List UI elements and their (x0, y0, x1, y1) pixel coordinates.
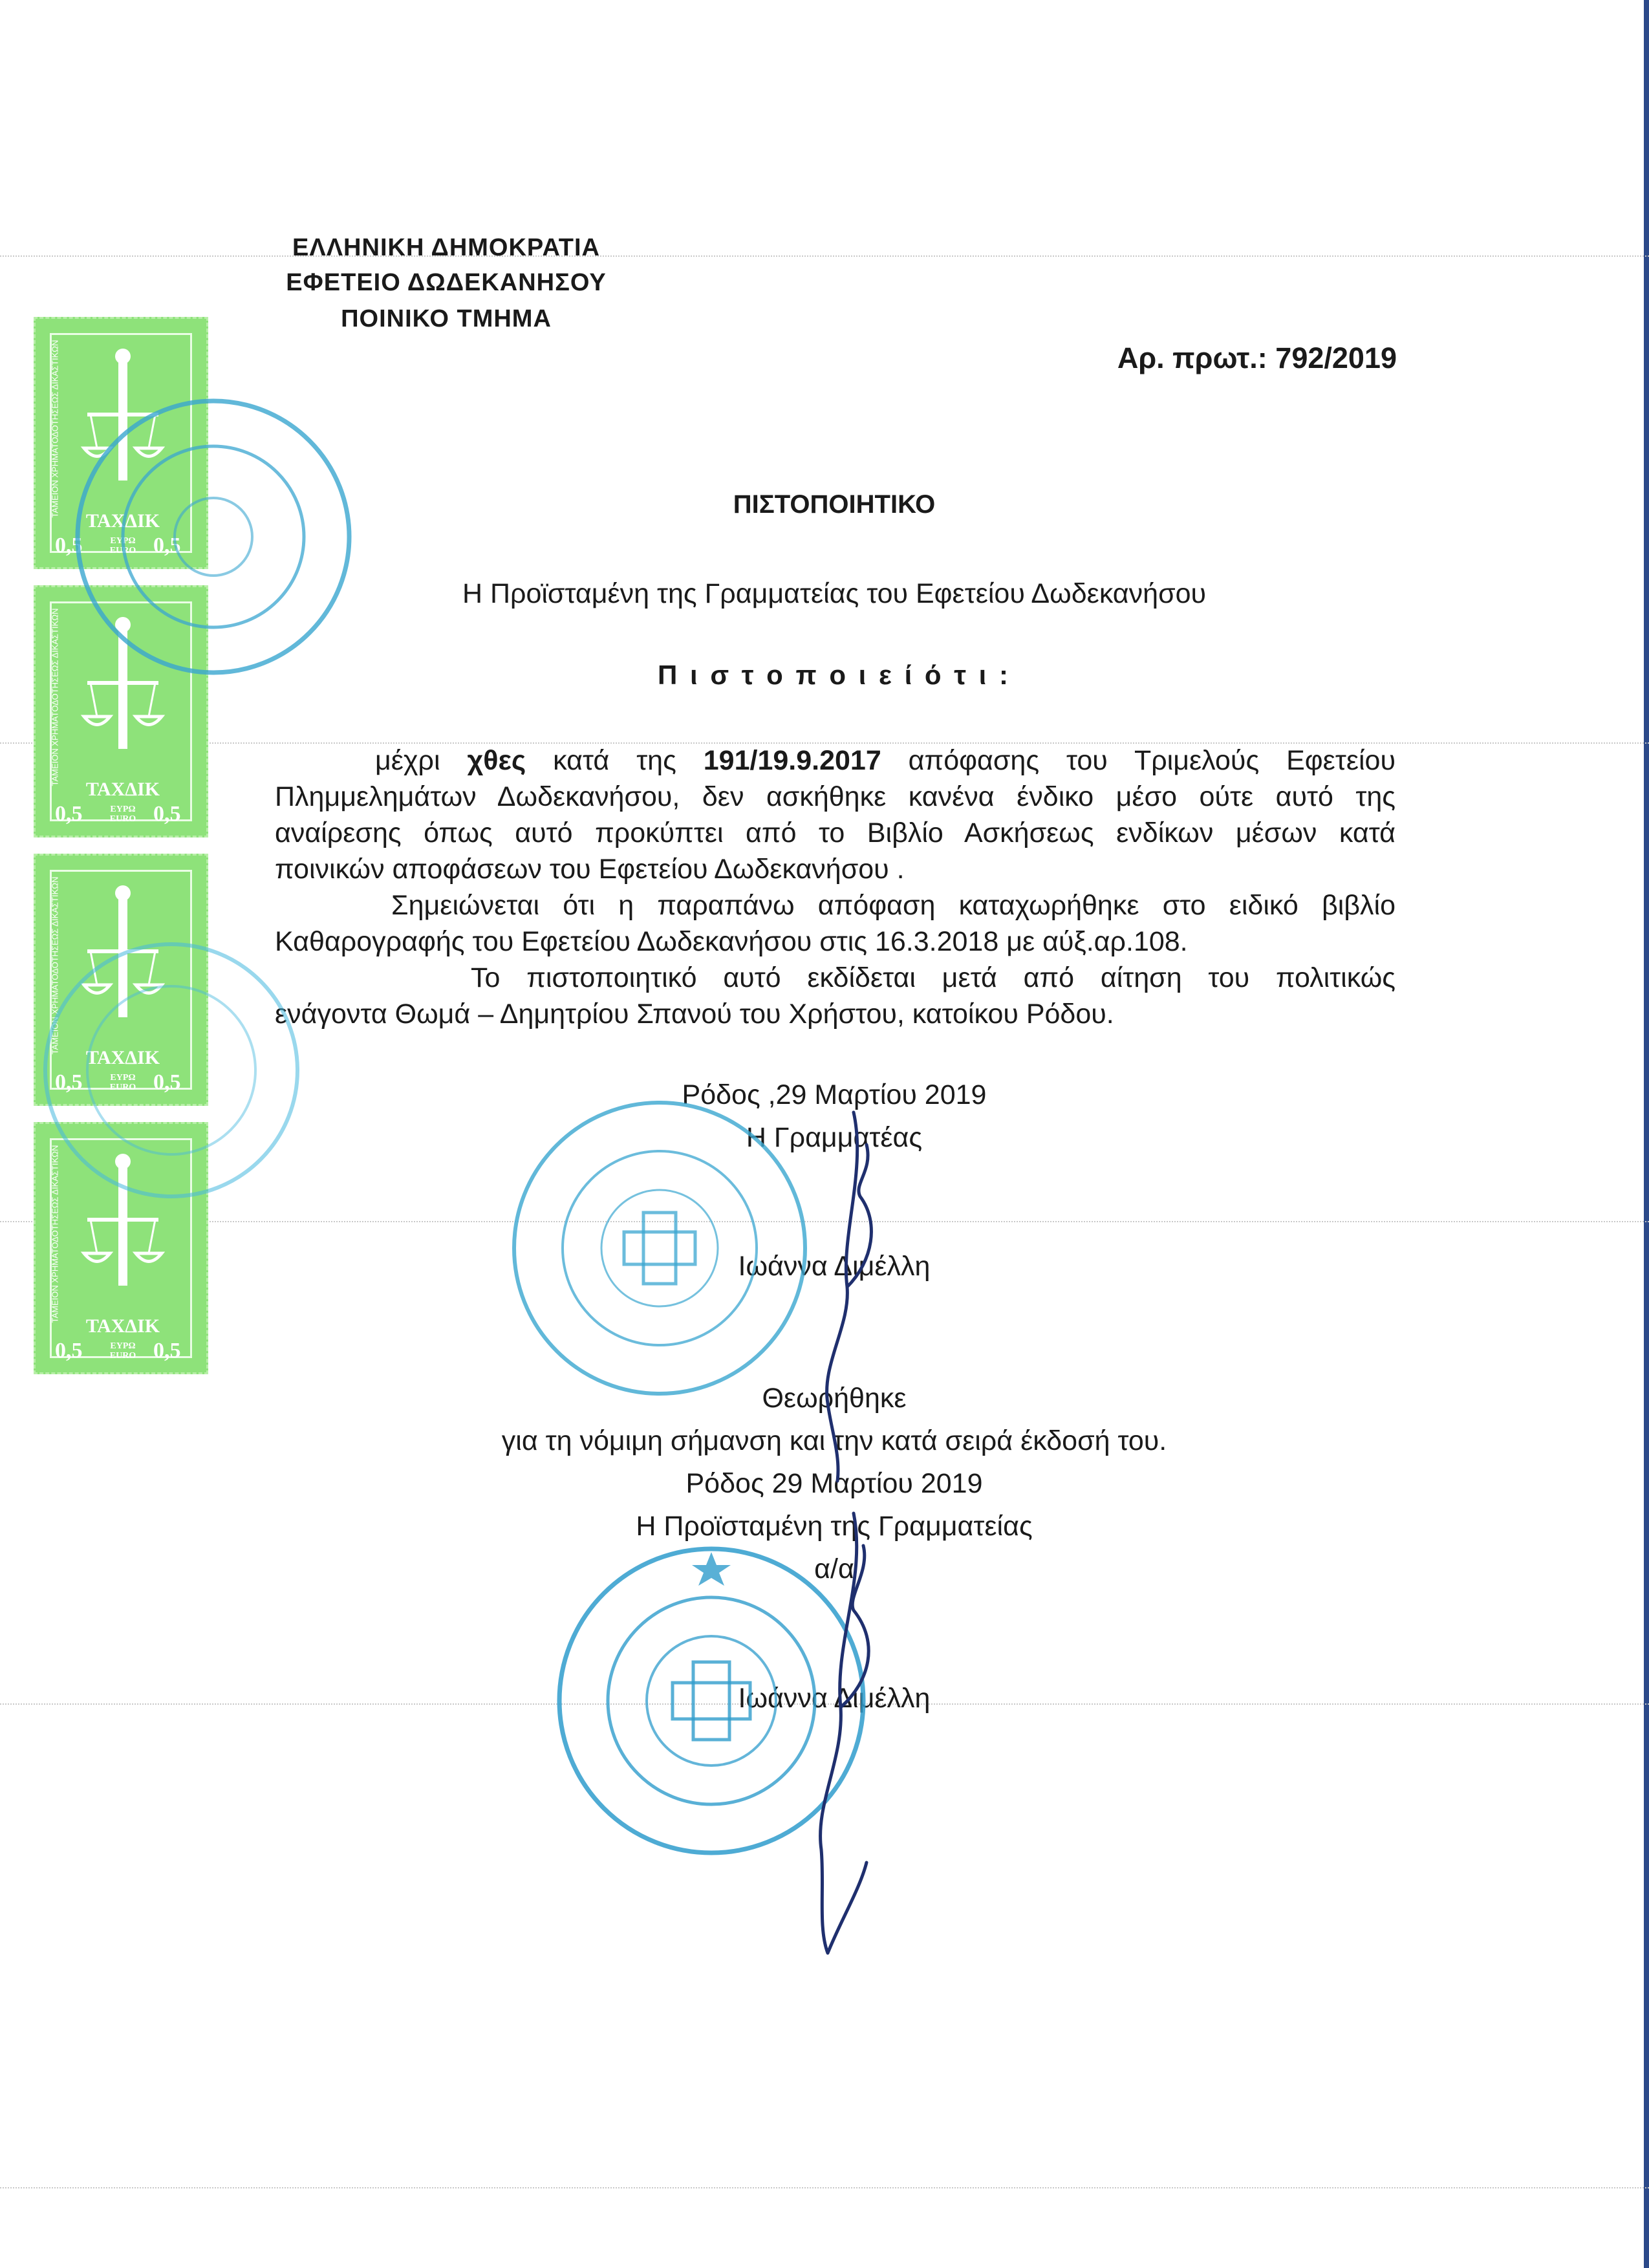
para1-line4: ποινικών αποφάσεων του Εφετείου Δωδεκανήσου . (275, 854, 905, 885)
endorsement-line1: Θεωρήθηκε (762, 1383, 907, 1414)
stamp-currency: ΕΥΡΩ EURO (109, 1341, 136, 1361)
scan-line (0, 2187, 1649, 2188)
stamp-value-left: 0,5 (55, 1339, 83, 1363)
issuer-line: Η Προϊσταμένη της Γραμματείας του Εφετείου Δωδεκανήσου (462, 578, 1207, 609)
header-court: ΕΦΕΤΕΙΟ ΔΩΔΕΚΑΝΗΣΟΥ (286, 269, 607, 296)
court-seal-middle (32, 931, 310, 1209)
endorsement-line3: Ρόδος 29 Μαρτίου 2019 (685, 1468, 983, 1499)
stamp-currency: ΕΥΡΩ EURO (109, 536, 136, 556)
stamp-value-left: 0,5 (55, 1070, 83, 1094)
para3-line1: Το πιστοποιητικό αυτό εκδίδεται μετά από αίτηση του πολιτικώς (471, 962, 1396, 993)
para1-line1 (375, 742, 1396, 779)
emphasis-yesterday: χθες (467, 745, 526, 776)
para2-line1: Σημειώνεται ότι η παραπάνω απόφαση καταχωρήθηκε στο ειδικό βιβλίο (391, 890, 1396, 921)
stamp-value-left: 0,5 (55, 802, 83, 826)
para1-line3: αναίρεσης όπως αυτό προκύπτει από το Βιβλίο Ασκήσεως ενδίκων μέσων κατά (275, 817, 1396, 848)
document-title: ΠΙΣΤΟΠΟΙΗΤΙΚΟ (733, 490, 936, 519)
court-seal-top (65, 388, 362, 686)
stamp-side-text: ΤΑΜΕΙΟΝ ΧΡΗΜΑΤΟΔΟΤΗΣΕΩΣ ΔΙΚΑΣΤΙΚΩΝ (50, 340, 60, 518)
signature-place-date: Ρόδος ,29 Μαρτίου 2019 (682, 1079, 987, 1110)
text-span: κατά της (526, 745, 704, 776)
court-seal-signature1 (504, 1093, 815, 1403)
stamp-brand: ΤΑΧΔΙΚ (85, 510, 160, 532)
stamp-side-text: ΤΑΜΕΙΟΝ ΧΡΗΜΑΤΟΔΟΤΗΣΕΩΣ ΔΙΚΑΣΤΙΚΩΝ (50, 876, 60, 1055)
signature-role: Η Γραμματέας (746, 1122, 923, 1153)
para3-line2: ενάγοντα Θωμά – Δημητρίου Σπανού του Χρήστου, κατοίκου Ρόδου. (275, 999, 1114, 1030)
stamp-value-right: 0,5 (153, 802, 181, 826)
endorsement-line5: α/α (814, 1553, 854, 1584)
stamp-value-right: 0,5 (153, 1339, 181, 1363)
stamp-value-left: 0,5 (55, 534, 83, 557)
protocol-number: Αρ. πρωτ.: 792/2019 (1117, 341, 1397, 374)
endorsement-name: Ιωάννα Διμέλλη (738, 1683, 931, 1714)
para2-line2: Καθαρογραφής του Εφετείου Δωδεκανήσου στις 16.3.2018 με αύξ.αρ.108. (275, 926, 1188, 957)
header-department: ΠΟΙΝΙΚΟ ΤΜΗΜΑ (341, 305, 552, 332)
scan-line (0, 255, 1649, 257)
stamp-value-right: 0,5 (153, 1070, 181, 1094)
text-span: μέχρι (375, 745, 468, 776)
stamp-currency: ΕΥΡΩ EURO (109, 1073, 136, 1092)
stamp-side-text: ΤΑΜΕΙΟΝ ΧΡΗΜΑΤΟΔΟΤΗΣΕΩΣ ΔΙΚΑΣΤΙΚΩΝ (50, 608, 60, 786)
endorsement-line4: Η Προϊσταμένη της Γραμματείας (636, 1511, 1033, 1542)
handwritten-signature (770, 1093, 938, 1494)
text-span: απόφασης του Τριμελούς Εφετείου (881, 745, 1396, 776)
stamp-value-right: 0,5 (153, 534, 181, 557)
decision-number: 191/19.9.2017 (703, 745, 881, 776)
certifies-heading: Π ι σ τ ο π ο ι ε ί ό τ ι : (658, 660, 1011, 690)
stamp-currency: ΕΥΡΩ EURO (109, 805, 136, 824)
stamp-brand: ΤΑΧΔΙΚ (85, 1047, 160, 1068)
stamp-brand: ΤΑΧΔΙΚ (85, 1315, 160, 1337)
signature-name: Ιωάννα Διμέλλη (738, 1251, 931, 1282)
stamp-side-text: ΤΑΜΕΙΟΝ ΧΡΗΜΑΤΟΔΟΤΗΣΕΩΣ ΔΙΚΑΣΤΙΚΩΝ (50, 1145, 60, 1323)
header-country: ΕΛΛΗΝΙΚΗ ΔΗΜΟΚΡΑΤΙΑ (292, 234, 600, 261)
endorsement-line2: για τη νόμιμη σήμανση και την κατά σειρά έκδοσή του. (501, 1425, 1167, 1456)
handwritten-signature (757, 1500, 938, 1966)
scan-edge (1644, 0, 1649, 2268)
stamp-brand: ΤΑΧΔΙΚ (85, 779, 160, 800)
para1-line2: Πλημμελημάτων Δωδεκανήσου, δεν ασκήθηκε κανένα ένδικο μέσο ούτε αυτό της (275, 781, 1396, 812)
